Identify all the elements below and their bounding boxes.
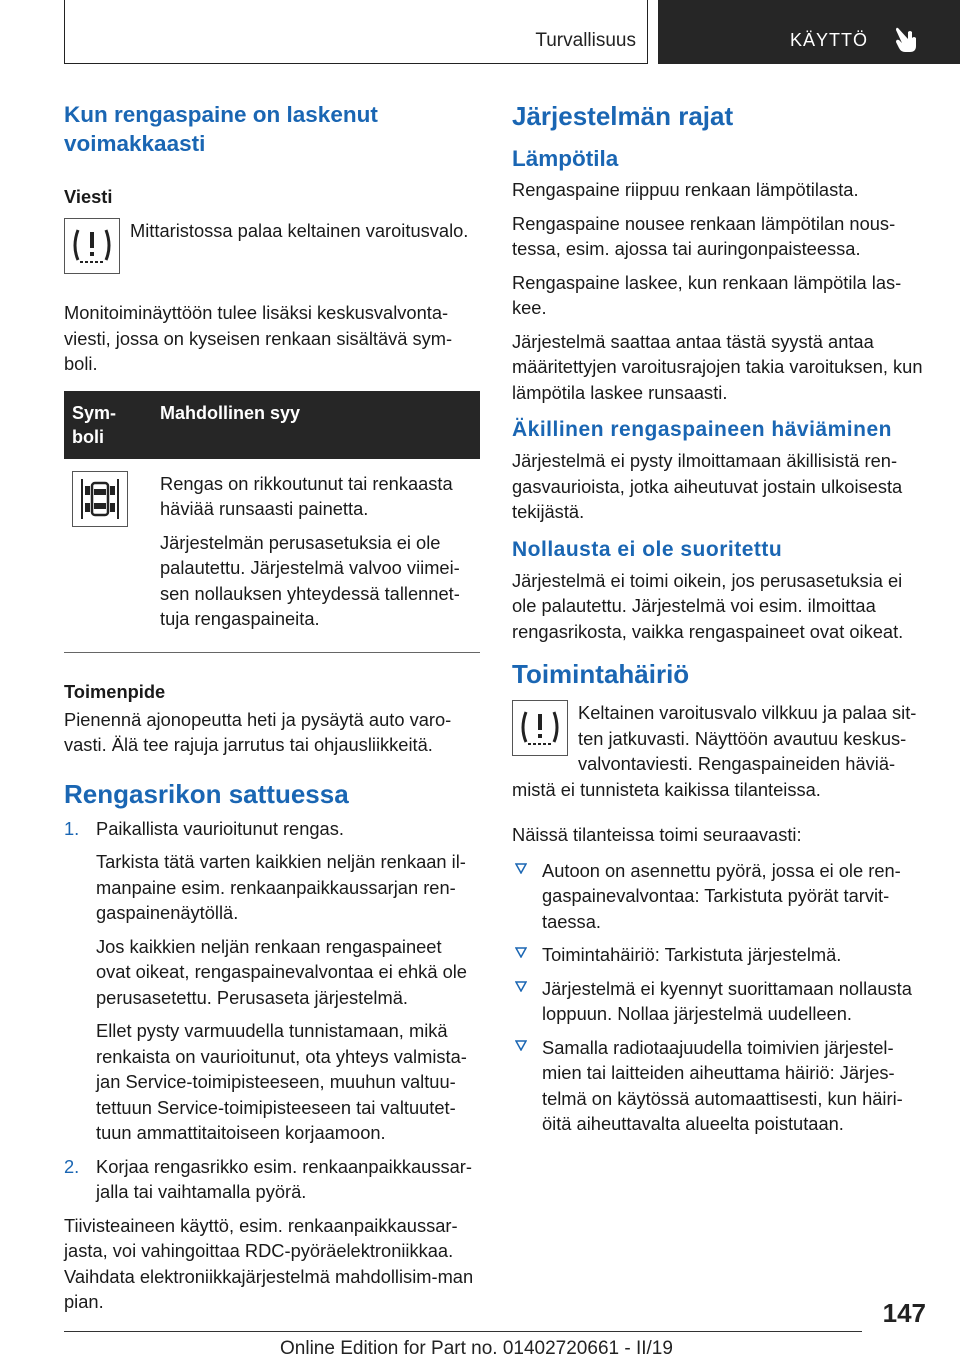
step-text: Korjaa rengasrikko esim. renkaanpaikkaussar-jalla tai vaihtamalla pyörä. (96, 1155, 472, 1202)
warning-row (512, 700, 926, 777)
paragraph: Järjestelmä saattaa antaa tästä syystä antaa määritettyjen varoitusrajojen takia varoituksen, kun lämpötila laskee runsaasti. (512, 330, 923, 403)
tyre-pressure-warning-icon (512, 700, 568, 756)
list-item-text: Toimintahäiriö: Tarkistuta järjestelmä. (542, 944, 842, 965)
step-number: 2. (64, 1155, 80, 1177)
table-header-symbol: Sym-boli (64, 391, 152, 459)
warning-text-continued: mistä ei tunnisteta kaikissa tilanteissa. (512, 778, 821, 800)
list-item-text: Samalla radiotaajuudella toimivien järjestel-mien tai laitteiden aiheuttama häiriö: Järjes-telmä on käytössä automaattisesti, kun häiri-öitä aiheuttavalta alueelta poistutaan. (542, 1036, 903, 1134)
list-item (512, 858, 926, 935)
right-column (512, 100, 926, 1145)
tyre-pressure-warning-icon (64, 218, 120, 274)
list-item (512, 942, 926, 968)
step-item (64, 816, 480, 1146)
footer-divider (64, 1331, 862, 1332)
list-item-text: Järjestelmä ei kyennyt suorittamaan nollausta loppuun. Nollaa järjestelmä uudelleen. (542, 977, 912, 1024)
list-item-text: Autoon on asennettu pyörä, jossa ei ole ren-gaspainevalvontaa: Tarkistuta pyörät tarvit-taessa. (542, 859, 901, 932)
steps-list (64, 816, 480, 1205)
step-number: 1. (64, 817, 80, 839)
cause-text: Järjestelmän perusasetuksia ei ole palautettu. Järjestelmä valvoo viimei-sen nollauksen yhteydessä tallennet-tuja rengaspaineita. (160, 531, 460, 629)
section-title: Turvallisuus (535, 30, 636, 51)
subheading: Lämpötila (512, 146, 619, 171)
paragraph: Järjestelmä ei toimi oikein, jos perusasetuksia ei ole palautettu. Järjestelmä voi esim. ilmoittaa rengasrikosta, vaikka rengaspaineet ovat oikeat. (512, 569, 904, 642)
section-heading: Rengasrikon sattuessa (64, 778, 349, 809)
triangle-bullet-icon (515, 1039, 527, 1051)
step-text: Jos kaikkien neljän renkaan rengaspaineet ovat oikeat, rengaspainevalvontaa ei ehkä ole perusasetettu. Perusaseta järjestelmä. (96, 935, 467, 1008)
paragraph: Rengaspaine nousee renkaan lämpötilan nous-tessa, esim. ajossa tai auringonpaisteessa. (512, 212, 896, 259)
subheading: Äkillinen rengaspaineen häviäminen (512, 418, 892, 441)
cause-text: Rengas on rikkoutunut tai renkaasta häviää runsaasti painetta. (160, 472, 453, 519)
subheading: Nollausta ei ole suoritettu (512, 537, 783, 561)
edition-text: Online Edition for Part no. 01402720661 - II/19 (280, 1338, 673, 1359)
chapter-title: KÄYTTÖ (790, 30, 869, 50)
paragraph: Rengaspaine riippuu renkaan lämpötilasta. (512, 179, 859, 200)
triangle-bullet-icon (515, 980, 527, 992)
paragraph: Rengaspaine laskee, kun renkaan lämpötila las-kee. (512, 271, 902, 318)
list-item (512, 976, 926, 1027)
section-heading: Järjestelmän rajat (512, 101, 734, 131)
chapter-tab[interactable] (658, 0, 960, 64)
paragraph: Järjestelmä ei pysty ilmoittamaan äkillisistä ren-gasvaurioista, jotka aiheutuvat jostain ulkoisesta tekijästä. (512, 450, 903, 522)
section-heading: Toimintahäiriö (512, 659, 690, 689)
step-text: Ellet pysty varmuudella tunnistamaan, mikä renkaista on vaurioitunut, ota yhteys valmista-jan Service-toimipisteeseen, muuhun valtuu-tettuun Service-toimipisteeseen tai valtuutet-tuun ammattitaitoiseen korjaamoon. (96, 1020, 467, 1143)
section-heading: Kun rengaspaine on laskenut voimakkaasti (64, 102, 378, 156)
closing-text: Tiivisteaineen käyttö, esim. renkaanpaikkaussar-jasta, voi vahingoittaa RDC-pyöräelektroniikkaa. Vaihdata elektroniikkajärjestelmä mahdollisim-man pian. (64, 1214, 474, 1312)
step-text: Paikallista vaurioitunut rengas. (96, 817, 344, 839)
paragraph: Näissä tilanteissa toimi seuraavasti: (512, 824, 802, 845)
step-text: Tarkista tätä varten kaikkien neljän renkaan il-manpaine esim. renkaanpaikkaussarjan ren-gaspainenäytöllä. (96, 851, 466, 923)
warning-row (64, 218, 480, 274)
viesti-label: Viesti (64, 186, 113, 207)
left-column (64, 100, 480, 1315)
warning-text: Keltainen varoitusvalo vilkkuu ja palaa sit-ten jatkuvasti. Näyttöön avautuu keskus-valvontaviesti. Rengaspaineiden häviä- (578, 702, 917, 774)
triangle-bullet-icon (515, 862, 527, 874)
table-row (64, 459, 480, 653)
bullet-list (512, 858, 926, 1137)
hand-pointing-icon (894, 26, 920, 54)
list-item (512, 1035, 926, 1137)
action-text: Pienennä ajonopeutta heti ja pysäytä auto varo-vasti. Älä tee rajuja jarrutus tai ohjausliikkeitä. (64, 708, 452, 755)
table-header-cause: Mahdollinen syy (152, 391, 480, 459)
triangle-bullet-icon (515, 946, 527, 958)
action-label: Toimenpide (64, 680, 166, 702)
paragraph: Monitoiminäyttöön tulee lisäksi keskusvalvonta-viesti, jossa on kyseisen renkaan sisältävä sym-boli. (64, 302, 453, 374)
page-number: 147 (882, 1298, 926, 1328)
step-item (64, 1154, 480, 1205)
symbol-table (64, 391, 480, 653)
car-tyre-top-view-icon (72, 471, 128, 527)
warning-text: Mittaristossa palaa keltainen varoitusvalo. (130, 220, 469, 241)
